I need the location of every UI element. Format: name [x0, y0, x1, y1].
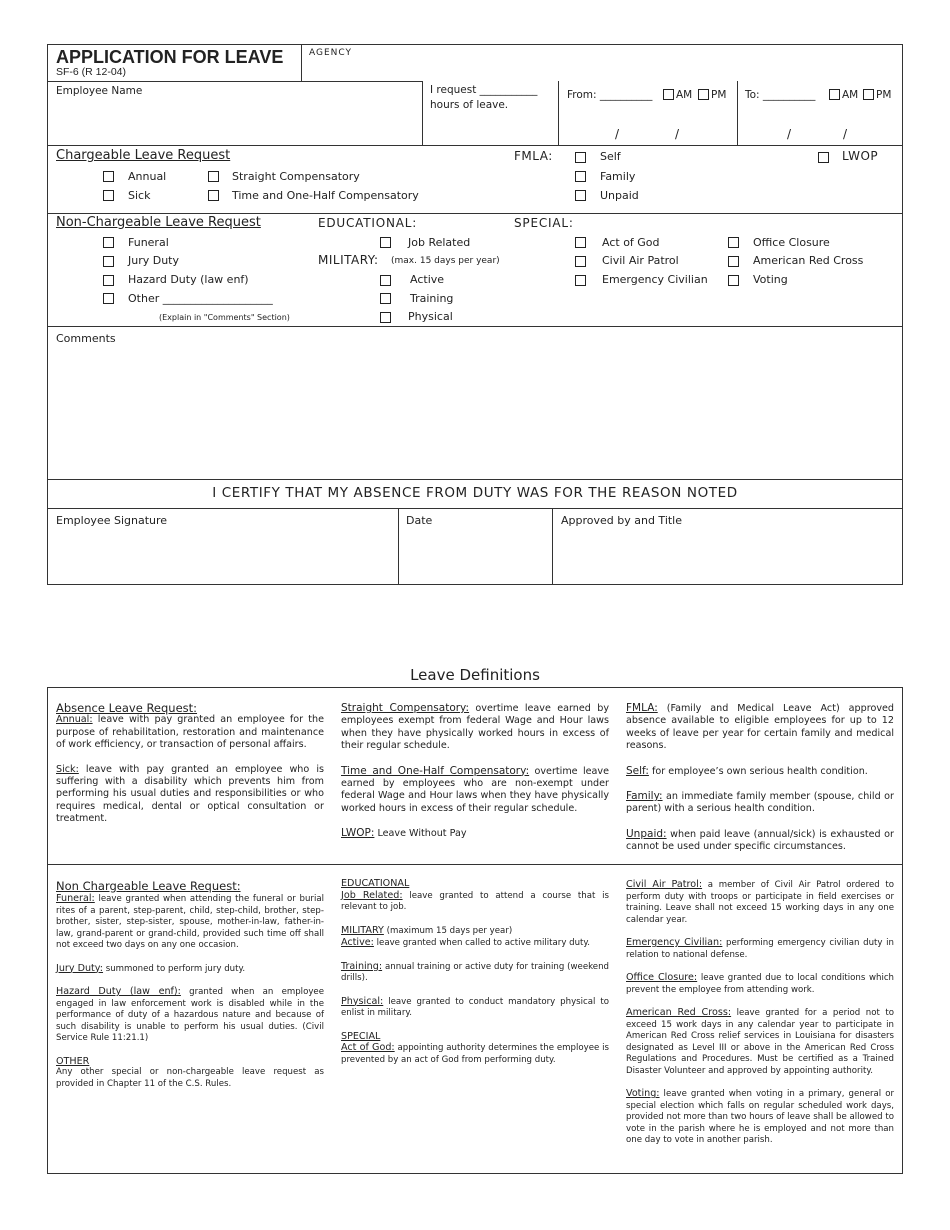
annual-label: Annual [128, 170, 167, 183]
form-id: SF-6 (R 12-04) [56, 66, 127, 78]
from-pm-checkbox[interactable] [698, 89, 709, 100]
from-am-label: AM [676, 89, 693, 101]
military-active-checkbox[interactable] [380, 275, 391, 286]
emergency-civilian-label: Emergency Civilian [602, 273, 708, 286]
time-half-text: overtime leave earned by employees who are non-exempt under federal Wage and Hour laws when they have physically worked hours in excess of their regular schedule. [341, 765, 610, 814]
fmla-unpaid-label: Unpaid [600, 189, 639, 202]
redcross-text: leave granted for a period not to exceed 15 work days in any calendar year to participate in American Red Cross relief services in Louisiana for disasters designated as Level III or above in the American Red Cross Regulations and Procedures. Must be certified as a Trained Disaster Volunteer and approved by appointing authority. [626, 1008, 894, 1076]
other-checkbox[interactable] [103, 293, 114, 304]
self-term: Self: [626, 764, 649, 777]
from-am-checkbox[interactable] [663, 89, 674, 100]
annual-checkbox[interactable] [103, 171, 114, 182]
annual-text: leave with pay granted an employee for the purpose of rehabilitation, restoration and maintenance of work efficiency, or transaction of personal affairs. [56, 714, 324, 751]
lwop-term: LWOP: [341, 827, 375, 840]
hazard-duty-checkbox[interactable] [103, 275, 114, 286]
active-text: leave granted when called to active military duty. [373, 938, 591, 948]
office-text: leave granted due to local conditions which prevent the employee from attending work. [626, 973, 894, 995]
funeral-term: Funeral: [56, 893, 95, 904]
chargeable-heading: Chargeable Leave Request [56, 148, 231, 163]
fmla-unpaid-checkbox[interactable] [575, 190, 586, 201]
annual-term: Annual: [56, 714, 93, 726]
job-related-label: Job Related [408, 236, 471, 249]
straight-comp-checkbox[interactable] [208, 171, 219, 182]
military-physical-checkbox[interactable] [380, 312, 391, 323]
physical-text: leave granted to conduct mandatory physical to enlist in military. [341, 996, 609, 1018]
fmla-family-label: Family [600, 170, 636, 183]
comments-field[interactable] [50, 348, 900, 476]
from-date-slash: / [675, 127, 680, 141]
funeral-checkbox[interactable] [103, 237, 114, 248]
special-label: SPECIAL: [514, 216, 574, 230]
time-half-term: Time and One-Half Compensatory: [341, 764, 530, 777]
red-cross-checkbox[interactable] [728, 256, 739, 267]
time-half-checkbox[interactable] [208, 190, 219, 201]
god-text: appointing authority determines the employee is prevented by an act of God from performing duty. [341, 1043, 610, 1065]
definitions-title: Leave Definitions [410, 666, 540, 684]
jury-duty-checkbox[interactable] [103, 256, 114, 267]
nonchargeable-heading: Non Chargeable Leave Request: [56, 879, 241, 893]
military-active-label: Active [410, 273, 445, 286]
jury-term: Jury Duty: [56, 962, 104, 974]
military-training-checkbox[interactable] [380, 293, 391, 304]
military-physical-label: Physical [408, 310, 453, 323]
voting-label: Voting [753, 273, 788, 286]
certify-statement: I CERTIFY THAT MY ABSENCE FROM DUTY WAS FOR THE REASON NOTED [212, 485, 738, 501]
office-closure-label: Office Closure [753, 236, 830, 249]
to-pm-checkbox[interactable] [863, 89, 874, 100]
comments-label: Comments [56, 332, 116, 345]
fmla-self-label: Self [600, 150, 621, 163]
employee-name-label: Employee Name [56, 85, 143, 97]
absence-heading: Absence Leave Request: [56, 701, 198, 715]
active-term: Active: [341, 937, 374, 948]
hazard-duty-label: Hazard Duty (law enf) [128, 273, 249, 286]
straight-term: Straight Compensatory: [341, 702, 470, 714]
sick-label: Sick [128, 189, 151, 202]
voting-text: leave granted when voting in a primary, general or special election which falls on regular scheduled work days, provided not more than two hours of leave shall be allowed to vote in the parish where he is employed and not more than one day to vote in another parish. [626, 1089, 894, 1145]
fmla-text: (Family and Medical Leave Act) approved absence available to eligible employees for up to 12 weeks of leave per year for certain family and medical reasons. [626, 703, 894, 752]
to-am-checkbox[interactable] [829, 89, 840, 100]
hazard-text: granted when an employee engaged in law enforcement work is disabled while in the performance of duty of a hazardous nature and because of such disability is unable to perform his usual duties. (Civil Service Rule 11:21.1) [56, 987, 324, 1043]
redcross-term: American Red Cross: [626, 1007, 732, 1018]
military-training-label: Training [410, 292, 454, 305]
act-of-god-checkbox[interactable] [575, 237, 586, 248]
voting-checkbox[interactable] [728, 275, 739, 286]
funeral-label: Funeral [128, 236, 169, 249]
other-term: OTHER [56, 1055, 90, 1067]
emergency-text: performing emergency civilian duty in relation to national defense. [626, 938, 895, 960]
signature-field[interactable] [50, 530, 396, 582]
sick-term: Sick: [56, 763, 79, 775]
military-note: (max. 15 days per year) [391, 256, 500, 266]
lwop-checkbox[interactable] [818, 152, 829, 163]
family-term: Family: [626, 790, 663, 803]
educational-military-definitions [341, 878, 609, 1077]
special-definitions [626, 879, 894, 1158]
jury-duty-label: Jury Duty [128, 254, 180, 267]
training-text: annual training or active duty for training (weekend drills). [341, 961, 609, 983]
compensatory-definitions [341, 702, 609, 853]
other-explain-note: (Explain in "Comments" Section) [159, 313, 290, 322]
self-text: for employee’s own serious health condition. [648, 765, 868, 777]
lwop-label: LWOP [842, 149, 879, 163]
fmla-definitions [626, 702, 894, 866]
to-am-label: AM [842, 89, 859, 101]
straight-comp-label: Straight Compensatory [232, 170, 360, 183]
to-pm-label: PM [876, 89, 892, 101]
educational-term: EDUCATIONAL [341, 878, 410, 889]
other-text: Any other special or non-chargeable leave request as provided in Chapter 11 of the C.S. Rules. [56, 1067, 324, 1089]
fmla-self-checkbox[interactable] [575, 152, 586, 163]
office-term: Office Closure: [626, 972, 698, 983]
approved-field[interactable] [555, 530, 900, 582]
unpaid-text: when paid leave (annual/sick) is exhausted or cannot be used under specific circumstances. [626, 828, 894, 853]
unpaid-term: Unpaid: [626, 827, 667, 840]
request-hours-label: I request ___________ [430, 84, 538, 96]
job-term: Job Related: [341, 889, 403, 901]
red-cross-label: American Red Cross [753, 254, 864, 267]
approved-label: Approved by and Title [561, 514, 683, 527]
funeral-text: leave granted when attending the funeral or burial rites of a parent, step-parent, child, step-child, brother, step-brother, sister, step-sister, spouse, mother-in-law, father-in-law, grand-parent or grand-child, provided such time off shall not exceed two days on any one occasion. [56, 894, 324, 950]
emergency-term: Emergency Civilian: [626, 937, 723, 948]
fmla-family-checkbox[interactable] [575, 171, 586, 182]
absence-definitions [56, 702, 324, 838]
civil-air-patrol-checkbox[interactable] [575, 256, 586, 267]
civil-term: Civil Air Patrol: [626, 879, 703, 890]
voting-term: Voting: [626, 1088, 660, 1099]
jury-text: summoned to perform jury duty. [103, 963, 246, 974]
non-chargeable-heading: Non-Chargeable Leave Request [56, 215, 261, 230]
god-term: Act of God: [341, 1042, 395, 1053]
military-note: (maximum 15 days per year) [383, 925, 513, 936]
military-label: MILITARY: [318, 253, 379, 267]
to-date-slash: / [787, 127, 792, 141]
office-closure-checkbox[interactable] [728, 237, 739, 248]
physical-term: Physical: [341, 995, 384, 1007]
job-text: leave granted to attend a course that is relevant to job. [341, 890, 609, 912]
sick-text: leave with pay granted an employee who is suffering with a disability which prevents him from performing his usual duties and responsibilities or who requires medical, dental or optical consultation or treatment. [56, 763, 324, 825]
fmla-term: FMLA: [626, 702, 658, 714]
time-half-label: Time and One-Half Compensatory [232, 189, 419, 202]
family-text: an immediate family member (spouse, child or parent) with a serious health condition. [626, 791, 894, 815]
date-field[interactable] [401, 530, 550, 582]
non-chargeable-definitions [56, 880, 324, 1101]
fmla-label: FMLA: [514, 149, 553, 163]
to-label: To: __________ [745, 89, 816, 101]
other-label: Other ____________________ [128, 292, 273, 305]
sick-checkbox[interactable] [103, 190, 114, 201]
hazard-term: Hazard Duty (law enf): [56, 986, 181, 997]
straight-text: overtime leave earned by employees exempt from federal Wage and Hour laws when they have physically worked hours in excess of their regular schedule. [341, 703, 609, 752]
civil-text: a member of Civil Air Patrol ordered to perform duty with troops or participate in field exercises or training. Leave shall not exceed 15 working days in any one calendar year. [626, 880, 894, 925]
emergency-civilian-checkbox[interactable] [575, 275, 586, 286]
job-related-checkbox[interactable] [380, 237, 391, 248]
military-term: MILITARY [341, 924, 384, 936]
signature-label: Employee Signature [56, 514, 168, 527]
educational-label: EDUCATIONAL: [318, 216, 418, 230]
date-label: Date [406, 514, 433, 527]
from-pm-label: PM [711, 89, 727, 101]
from-date-slash: / [615, 127, 620, 141]
agency-label: AGENCY [309, 48, 353, 58]
request-hours-label-2: hours of leave. [430, 99, 509, 111]
employee-name-field[interactable] [50, 100, 420, 144]
from-label: From: __________ [567, 89, 653, 101]
training-term: Training: [341, 960, 383, 972]
lwop-text: Leave Without Pay [374, 828, 467, 840]
act-of-god-label: Act of God [602, 236, 660, 249]
special-term: SPECIAL [341, 1030, 381, 1042]
form-title: APPLICATION FOR LEAVE [56, 47, 284, 67]
civil-air-patrol-label: Civil Air Patrol [602, 254, 679, 267]
to-date-slash: / [843, 127, 848, 141]
agency-field[interactable] [303, 60, 901, 80]
